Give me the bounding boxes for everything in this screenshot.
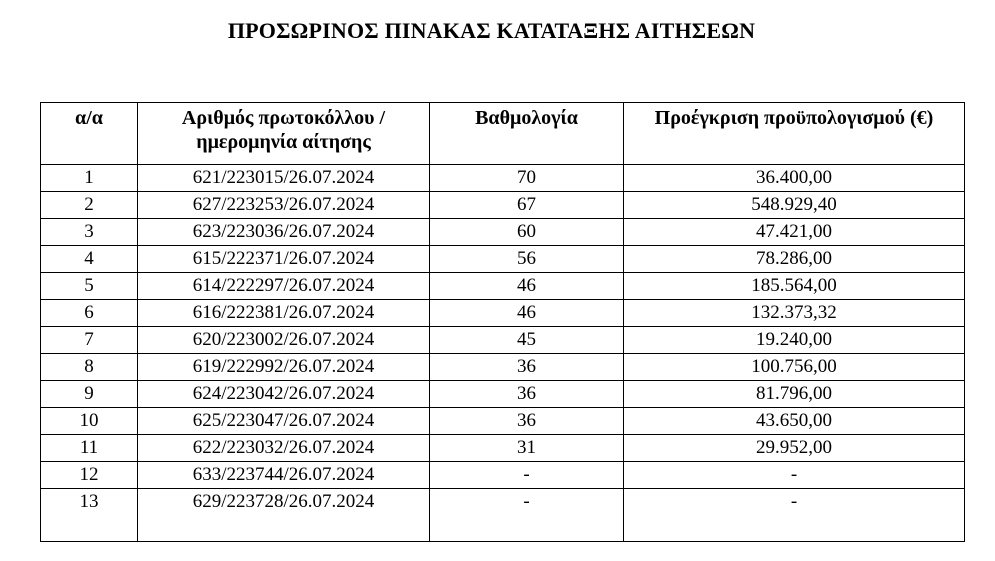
table-row xyxy=(41,246,965,273)
cell-score: 46 xyxy=(430,300,624,327)
cell-score: - xyxy=(430,462,624,489)
header-protocol-number: Αριθμός πρωτοκόλλου / ημερομηνία αίτησης xyxy=(138,103,430,165)
document-title: ΠΡΟΣΩΡΙΝΟΣ ΠΙΝΑΚΑΣ ΚΑΤΑΤΑΞΗΣ ΑΙΤΗΣΕΩΝ xyxy=(227,18,756,43)
cell-serial-number: 8 xyxy=(41,354,138,381)
table-row xyxy=(41,165,965,192)
cell-serial-number: 7 xyxy=(41,327,138,354)
cell-score: 31 xyxy=(430,435,624,462)
cell-protocol-number: 614/222297/26.07.2024 xyxy=(138,273,430,300)
cell-score: 70 xyxy=(430,165,624,192)
cell-protocol-number: 624/223042/26.07.2024 xyxy=(138,381,430,408)
cell-score: 56 xyxy=(430,246,624,273)
cell-serial-number: 13 xyxy=(41,489,138,542)
cell-protocol-number: 633/223744/26.07.2024 xyxy=(138,462,430,489)
cell-serial-number: 12 xyxy=(41,462,138,489)
table-row xyxy=(41,354,965,381)
cell-protocol-number: 622/223032/26.07.2024 xyxy=(138,435,430,462)
cell-budget: 81.796,00 xyxy=(624,381,965,408)
cell-score: 36 xyxy=(430,408,624,435)
cell-protocol-number: 620/223002/26.07.2024 xyxy=(138,327,430,354)
header-budget-approval: Προέγκριση προϋπολογισμού (€) xyxy=(624,103,965,165)
table-row xyxy=(41,462,965,489)
cell-score: 60 xyxy=(430,219,624,246)
cell-serial-number: 9 xyxy=(41,381,138,408)
cell-serial-number: 6 xyxy=(41,300,138,327)
cell-budget: 47.421,00 xyxy=(624,219,965,246)
header-score: Βαθμολογία xyxy=(430,103,624,165)
table-row xyxy=(41,219,965,246)
cell-budget: 36.400,00 xyxy=(624,165,965,192)
cell-budget: 29.952,00 xyxy=(624,435,965,462)
cell-serial-number: 4 xyxy=(41,246,138,273)
cell-score: - xyxy=(430,489,624,542)
cell-protocol-number: 625/223047/26.07.2024 xyxy=(138,408,430,435)
table-row xyxy=(41,327,965,354)
cell-protocol-number: 616/222381/26.07.2024 xyxy=(138,300,430,327)
cell-serial-number: 11 xyxy=(41,435,138,462)
cell-serial-number: 10 xyxy=(41,408,138,435)
cell-protocol-number: 621/223015/26.07.2024 xyxy=(138,165,430,192)
cell-serial-number: 5 xyxy=(41,273,138,300)
cell-budget: 185.564,00 xyxy=(624,273,965,300)
cell-score: 45 xyxy=(430,327,624,354)
cell-score: 36 xyxy=(430,354,624,381)
table-row xyxy=(41,300,965,327)
cell-budget: - xyxy=(624,489,965,542)
cell-protocol-number: 629/223728/26.07.2024 xyxy=(138,489,430,542)
cell-budget: 43.650,00 xyxy=(624,408,965,435)
cell-budget: 548.929,40 xyxy=(624,192,965,219)
cell-protocol-number: 619/222992/26.07.2024 xyxy=(138,354,430,381)
table-row xyxy=(41,273,965,300)
table-row xyxy=(41,408,965,435)
cell-budget: 78.286,00 xyxy=(624,246,965,273)
cell-serial-number: 2 xyxy=(41,192,138,219)
table-row xyxy=(41,381,965,408)
cell-score: 36 xyxy=(430,381,624,408)
cell-score: 67 xyxy=(430,192,624,219)
cell-budget: 132.373,32 xyxy=(624,300,965,327)
cell-budget: 100.756,00 xyxy=(624,354,965,381)
table-header-row xyxy=(41,103,965,165)
cell-protocol-number: 623/223036/26.07.2024 xyxy=(138,219,430,246)
table-row xyxy=(41,489,965,542)
cell-budget: - xyxy=(624,462,965,489)
cell-protocol-number: 615/222371/26.07.2024 xyxy=(138,246,430,273)
cell-serial-number: 3 xyxy=(41,219,138,246)
table-row xyxy=(41,435,965,462)
cell-protocol-number: 627/223253/26.07.2024 xyxy=(138,192,430,219)
cell-score: 46 xyxy=(430,273,624,300)
table-row xyxy=(41,192,965,219)
cell-serial-number: 1 xyxy=(41,165,138,192)
cell-budget: 19.240,00 xyxy=(624,327,965,354)
header-serial-number: α/α xyxy=(41,103,138,165)
ranking-table xyxy=(40,102,965,542)
